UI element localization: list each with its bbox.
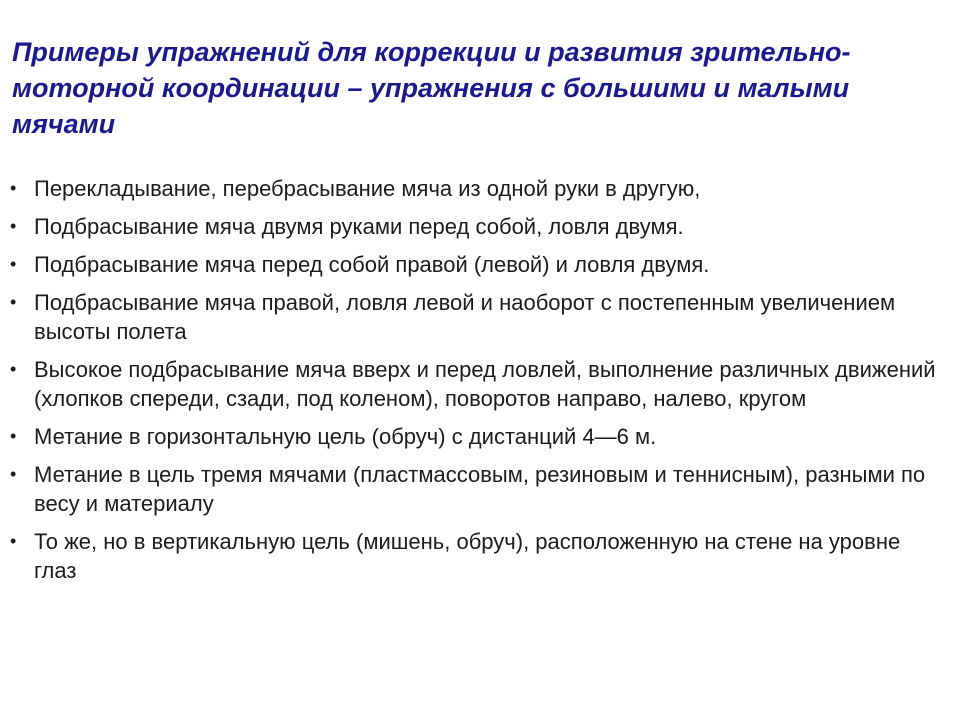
bullet-item [8, 460, 938, 518]
bullet-text: Подбрасывание мяча двумя руками перед собой, ловля двумя. [34, 214, 684, 239]
bullet-item [8, 527, 938, 585]
bullet-text: Подбрасывание мяча перед собой правой (левой) и ловля двумя. [34, 252, 710, 277]
bullet-dot-icon: • [10, 426, 17, 446]
bullet-text: Высокое подбрасывание мяча вверх и перед ловлей, выполнение различных движений (хлопков спереди, сзади, под коленом), поворотов направо, налево, кругом [34, 357, 936, 411]
bullet-text: Подбрасывание мяча правой, ловля левой и наоборот с постепенным увеличением высоты полета [34, 290, 896, 344]
bullet-dot-icon: • [10, 464, 17, 484]
bullet-item [8, 355, 938, 413]
bullet-dot-icon: • [10, 359, 17, 379]
slide-title: Примеры упражнений для коррекции и развития зрительно-моторной координации – упражнения с большими и малыми мячами [12, 37, 851, 139]
bullet-dot-icon: • [10, 254, 17, 274]
bullet-text: Метание в цель тремя мячами (пластмассовым, резиновым и теннисным), разными по весу и материалу [34, 462, 926, 516]
bullet-item [8, 174, 938, 203]
bullet-item [8, 250, 938, 279]
bullet-dot-icon: • [10, 531, 17, 551]
bullet-text: То же, но в вертикальную цель (мишень, обруч), расположенную на стене на уровне глаз [34, 529, 901, 583]
bullet-text: Перекладывание, перебрасывание мяча из одной руки в другую, [34, 176, 701, 201]
bullet-dot-icon: • [10, 178, 17, 198]
bullet-item [8, 212, 938, 241]
bullet-dot-icon: • [10, 292, 17, 312]
bullet-dot-icon: • [10, 216, 17, 236]
bullet-text: Метание в горизонтальную цель (обруч) с дистанций 4—6 м. [34, 424, 657, 449]
bullet-item [8, 288, 938, 346]
bullet-item [8, 422, 938, 451]
bullet-list [8, 174, 938, 594]
